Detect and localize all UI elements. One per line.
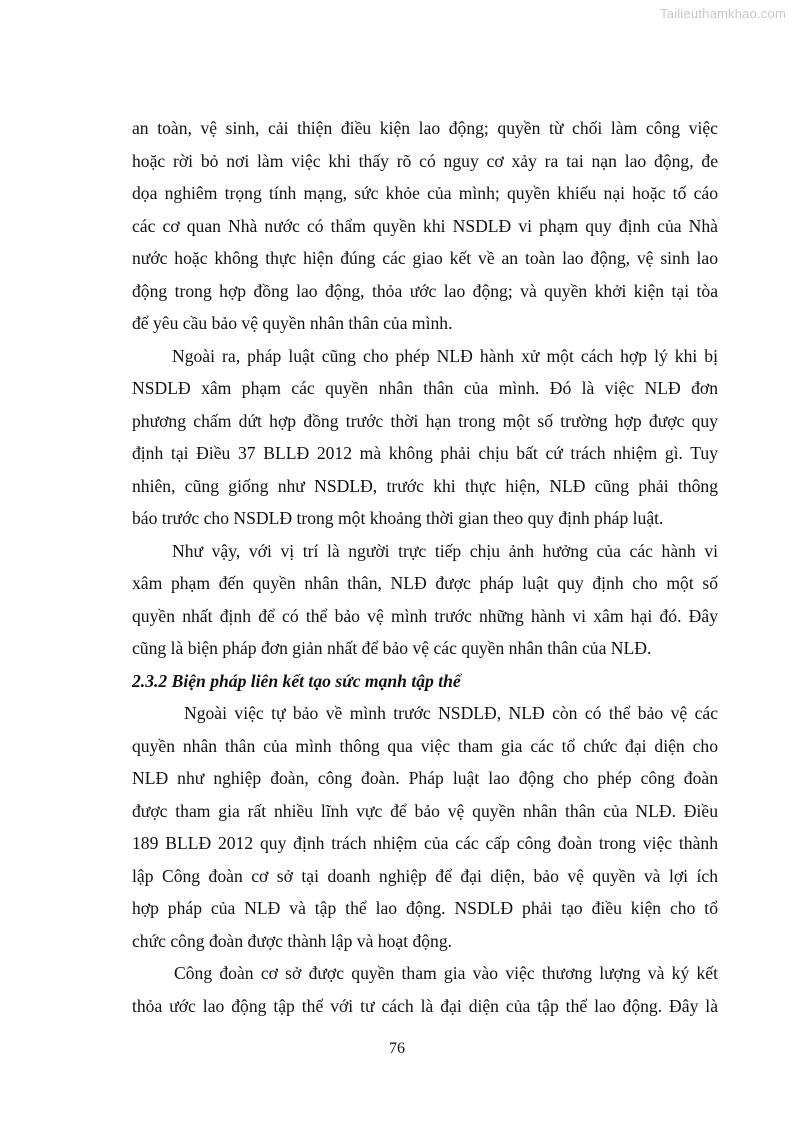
text-line: nước hoặc không thực hiện đúng các giao kết về an toàn lao động, vệ sinh lao [132,248,718,268]
text-line: động trong hợp đồng lao động, thỏa ước lao động; và quyền khởi kiện tại tòa [132,280,718,301]
text-line: Ngoài ra, pháp luật cũng cho phép NLĐ hành xử một cách hợp lý khi bị [172,345,718,366]
page-number: 76 [389,1040,405,1057]
text-line: lập Công đoàn cơ sở tại doanh nghiệp để đại diện, bảo vệ quyền và lợi ích [132,865,718,886]
text-line: định tại Điều 37 BLLĐ 2012 mà không phải chịu bất cứ trách nhiệm gì. Tuy [132,443,718,463]
text-line: nhiên, cũng giống như NSDLĐ, trước khi thực hiện, NLĐ cũng phải thông [132,475,718,496]
text-line: NLĐ như nghiệp đoàn, công đoàn. Pháp luật lao động cho phép công đoàn [132,768,718,788]
watermark-text: Tailieuthamkhao.com [660,6,786,21]
text-line: quyền nhân thân của mình thông qua việc tham gia các tổ chức đại diện cho [132,735,718,756]
text-line: Như vậy, với vị trí là người trực tiếp chịu ảnh hưởng của các hành vi [172,540,718,561]
text-line: dọa nghiêm trọng tính mạng, sức khỏe của mình; quyền khiếu nại hoặc tố cáo [132,183,718,203]
text-line: chức công đoàn được thành lập và hoạt động. [132,930,453,951]
document-body [132,112,718,1022]
text-line: xâm phạm đến quyền nhân thân, NLĐ được pháp luật quy định cho một số [132,573,718,593]
text-line: báo trước cho NSDLĐ trong một khoảng thời gian theo quy định pháp luật. [132,508,664,528]
text-line: hoặc rời bỏ nơi làm việc khi thấy rõ có nguy cơ xảy ra tai nạn lao động, đe [132,150,718,171]
text-line: các cơ quan Nhà nước có thẩm quyền khi NSDLĐ vi phạm quy định của Nhà [132,215,718,236]
text-line: an toàn, vệ sinh, cải thiện điều kiện lao động; quyền từ chối làm công việc [132,118,718,138]
text-line: 189 BLLĐ 2012 quy định trách nhiệm của các cấp công đoàn trong việc thành [132,833,718,853]
section-heading: 2.3.2 Biện pháp liên kết tạo sức mạnh tập thể [132,670,461,691]
text-line: để yêu cầu bảo vệ quyền nhân thân của mình. [132,313,453,333]
text-line: quyền nhất định để có thể bảo vệ mình trước những hành vi xâm hại đó. Đây [132,605,718,626]
text-line: NSDLĐ xâm phạm các quyền nhân thân của mình. Đó là việc NLĐ đơn [132,378,718,398]
text-line: thỏa ước lao động tập thể với tư cách là đại diện của tập thể lao động. Đây là [132,995,718,1016]
text-line: phương chấm dứt hợp đồng trước thời hạn trong một số trường hợp được quy [132,410,718,431]
text-line: hợp pháp của NLĐ và tập thể lao động. NSDLĐ phải tạo điều kiện cho tổ [132,898,718,918]
text-line: Công đoàn cơ sở được quyền tham gia vào việc thương lượng và ký kết [174,963,718,983]
text-line: cũng là biện pháp đơn giản nhất để bảo vệ các quyền nhân thân của NLĐ. [132,638,652,658]
text-line: được tham gia rất nhiều lĩnh vực để bảo vệ quyền nhân thân của NLĐ. Điều [132,800,718,821]
text-line: Ngoài việc tự bảo về mình trước NSDLĐ, NLĐ còn có thể bảo vệ các [184,703,718,723]
